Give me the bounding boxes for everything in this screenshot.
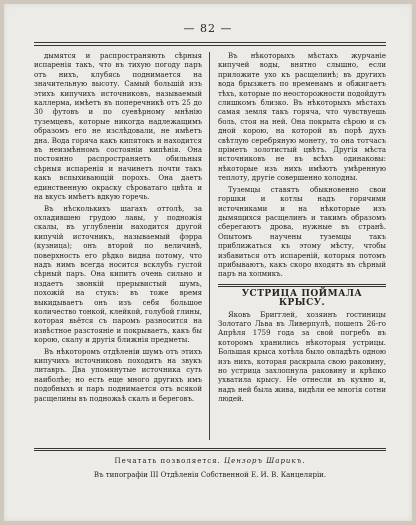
printing-house-line: Въ типографіи III Отдѣленія Собственной Е. И. В. Канцеляріи. <box>93 471 327 479</box>
left-paragraph-1: дымятся и распространяють сѣрныя испаренія такъ, что въ тихую погоду паръ отъ нихъ, клубясь поднимается на значительную высоту. Самый большій изъ этихъ кипучихъ источниковъ, называемый каллерма, имѣетъ въ поперечникѣ отъ 25 до 30 футовъ и по суевѣрному мнѣнію туземцевъ, которые никогда надлежащимъ образомъ его не изслѣдовали, не имѣетъ дна. Вода горяча какъ кипятокъ и находится въ неизмѣнномъ состояніи кипѣнія. Она постоянно распространяетъ обильныя сѣрныя испаренія и начинетъ почти такъ какъ вспыхивающій порохъ. Она даетъ единственную окраску сѣроватаго цвѣта и на вкусъ имѣетъ вдкую горечь. <box>34 52 202 202</box>
article-body: Яковъ Бригглей, хозяинъ гостиницы Золотаго Льва въ Ливерпулѣ, пошелъ 26-го Апрѣля 1759 года за свой погребъ въ которомъ хранились нѣкоторыя устрицы. Большая крыса хотѣла было овладѣть одною изъ нихъ, которая раскрыла свою раковину, но устрица захлопнула раковину и крѣпко ухватила крысу. Не отнесли въ кухню и, надъ ней была жива, видѣли ее многія сотни людей. <box>218 310 386 404</box>
left-paragraph-2: Въ нѣсколькихъ шагахъ оттолѣ, за охладившею грудою лавы, у подножія скалы, въ углубленіи находится другой кипучій источникъ, называемый фэрра (кузница); онъ второй по величинѣ, поверхность его рѣдко видна потому, что надъ нимъ всегда носится всклубъ густой сѣрный паръ. Она кипитъ очень сильно и издаетъ звонкій прерывистый шумъ, похожій на стукъ: въ тоже время выкидываетъ онъ изъ себя большое количество тонкой, клейкой, голубой глины, которая вьётся съ паромъ разносится на извѣстное разстояніе и покрываетъ, какъ бы корою, скалу и другія ближнія предметы. <box>34 204 202 345</box>
footer-rule <box>34 448 386 451</box>
left-column <box>34 52 202 444</box>
censor-prefix: Печатать позволяется. <box>114 457 221 465</box>
right-paragraph-1: Въ нѣкоторыхъ мѣстахъ журчаніе кипучей воды, внятно слышно, если приложите ухо къ расщелинѣ; въ другихъ вода брызжетъ по временамъ и обжигаетъ тѣхъ, которые по неосторожности подойдутъ слишкомъ близко. Въ нѣкоторыхъ мѣстахъ самая земля такъ горяча, что чувствуешь боль, стоя на ней. Она покрыта сѣрою и съ дной корою, на которой въ порѣ духъ свѣтлую серебряную монету, то она тотчасъ пріметъ золотистый цвѣтъ. Другія мѣста источниковъ не въ всѣхъ одинаковы: нѣкоторые изъ нихъ имѣютъ умѣренную теплоту, другіе совершенно холодны. <box>218 52 386 183</box>
column-divider <box>209 52 210 440</box>
page <box>4 4 412 521</box>
left-paragraph-3: Въ нѣкоторомъ отдѣленіи шумъ отъ этихъ кипучихъ источниковъ походитъ на звукъ литавръ. Два упомянутые источника суть наиболѣе; но есть еще много другихъ имъ подобныхъ и паръ поднимается отъ всякой расщелины въ подножьѣ скалъ и береговъ. <box>34 347 202 403</box>
header-rule <box>34 42 386 46</box>
page-number: — 82 — <box>183 22 233 35</box>
right-column <box>218 52 386 444</box>
section-separator <box>218 284 386 287</box>
censor-line <box>34 455 386 467</box>
article-heading: УСТРИЦА ПОЙМАЛА КРЫСУ. <box>241 288 363 309</box>
right-paragraph-2: Туземцы ставятъ обыкновенно свои горшки и котлы надъ горячими источниками и на нѣкоторые изъ дымящихся расщелинъ и такимъ образомъ сберегаютъ дрова, нужные въ странѣ. Опытомъ научены туземцы такъ приближаться къ этому мѣсту, чтобы избавиться отъ испареній, которыя потомъ прибываютъ, какъ скоро входятъ въ сѣрный паръ на холмикъ. <box>218 185 386 279</box>
censor-name: Цензоръ Шарикъ. <box>224 457 306 465</box>
imprint-footer <box>34 448 386 481</box>
